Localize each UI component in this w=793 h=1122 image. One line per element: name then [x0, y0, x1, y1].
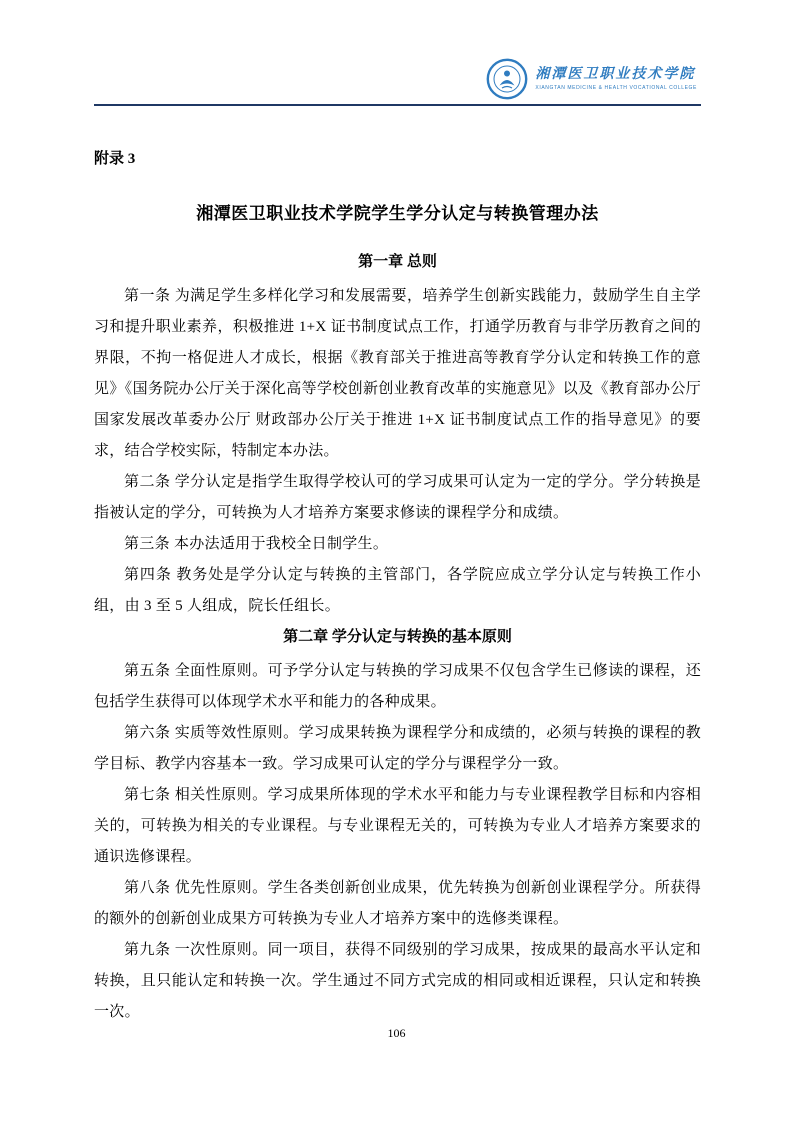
college-name-english: XIANGTAN MEDICINE & HEALTH VOCATIONAL COLLEGE [535, 84, 697, 91]
college-logo [486, 58, 697, 100]
college-emblem-icon [486, 58, 528, 100]
article-9-paragraph: 第九条 一次性原则。同一项目，获得不同级别的学习成果，按成果的最高水平认定和转换，且只能认定和转换一次。学生通过不同方式完成的相同或相近课程，只认定和转换一次。 [94, 942, 701, 1020]
chapter-1-heading: 第一章 总则 [358, 254, 437, 270]
article-5-paragraph: 第五条 全面性原则。可予学分认定与转换的学习成果不仅包含学生已修读的课程，还包括学生获得可以体现学术水平和能力的各种成果。 [94, 663, 701, 710]
page-footer [0, 1024, 793, 1042]
article-2-paragraph: 第二条 学分认定是指学生取得学校认可的学习成果可认定为一定的学分。学分转换是指被认定的学分，可转换为人才培养方案要求修读的课程学分和成绩。 [94, 474, 701, 521]
chapter-2-heading: 第二章 学分认定与转换的基本原则 [283, 629, 512, 645]
article-7-paragraph: 第七条 相关性原则。学习成果所体现的学术水平和能力与专业课程教学目标和内容相关的，可转换为相关的专业课程。与专业课程无关的，可转换为专业人才培养方案要求的通识选修课程。 [94, 787, 701, 865]
logo-text-block [535, 67, 697, 92]
article-1-paragraph: 第一条 为满足学生多样化学习和发展需要，培养学生创新实践能力，鼓励学生自主学习和提升职业素养，积极推进 1+X 证书制度试点工作，打通学历教育与非学历教育之间的界限，不拘一格促进人才成长，根据《教育部关于推进高等教育学分认定和转换工作的意见》《国务院办公厅关于深化高等学校创新创业教育改革的实施意见》以及《教育部办公厅 国家发展改革委办公厅 财政部办公厅关于推进 1+X 证书制度试点工作的指导意见》的要求，结合学校实际，特制定本办法。 [94, 288, 701, 459]
article-6-paragraph: 第六条 实质等效性原则。学习成果转换为课程学分和成绩的，必须与转换的课程的教学目标、教学内容基本一致。学习成果可认定的学分与课程学分一致。 [94, 725, 701, 772]
article-3-paragraph: 第三条 本办法适用于我校全日制学生。 [124, 536, 389, 552]
article-8-paragraph: 第八条 优先性原则。学生各类创新创业成果，优先转换为创新创业课程学分。所获得的额外的创新创业成果方可转换为专业人才培养方案中的选修类课程。 [94, 880, 701, 927]
article-4-paragraph: 第四条 教务处是学分认定与转换的主管部门，各学院应成立学分认定与转换工作小组，由 3 至 5 人组成，院长任组长。 [94, 567, 701, 614]
header-divider-line [94, 104, 701, 106]
college-name-chinese: 湘潭医卫职业技术学院 [535, 66, 696, 82]
document-content [94, 150, 701, 1028]
page-number: 106 [387, 1026, 406, 1040]
appendix-label: 附录 3 [94, 151, 136, 167]
document-title: 湘潭医卫职业技术学院学生学分认定与转换管理办法 [196, 204, 599, 223]
